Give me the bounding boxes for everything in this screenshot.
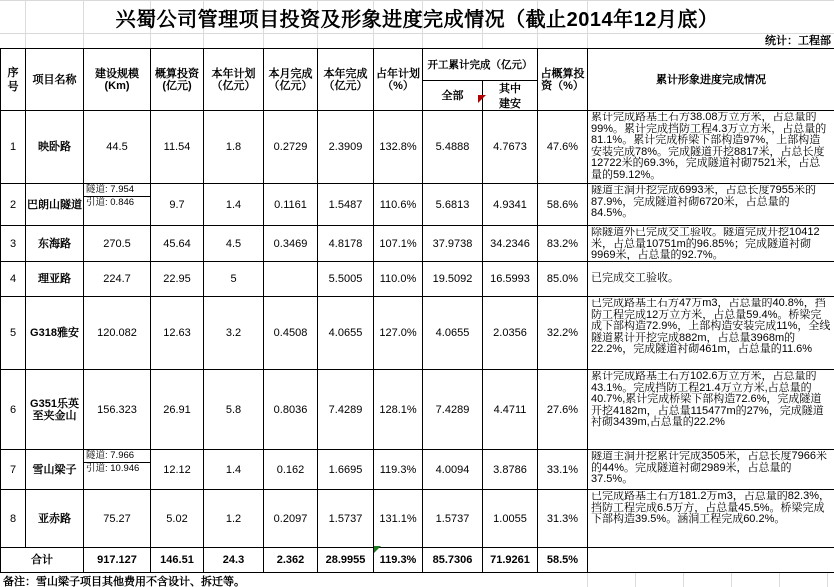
cell-year-plan: 3.2 — [204, 297, 264, 370]
header-row-1 — [1, 49, 834, 81]
cell-pct-budget: 58.6% — [538, 184, 588, 226]
cell-scale-split — [84, 184, 151, 226]
header-seq: 序号 — [1, 49, 26, 111]
cell-year-plan: 4.5 — [204, 226, 264, 262]
cell-scale-approach: 引道: 10.946 — [86, 463, 140, 474]
green-error-marker-icon — [374, 546, 381, 553]
table-row — [1, 184, 834, 226]
cell-budget: 11.54 — [151, 111, 204, 184]
cell-open-jianan: 4.9341 — [483, 184, 538, 226]
cell-project-name: G318雅安 — [26, 297, 84, 370]
cell-scale: 120.082 — [84, 297, 151, 370]
cell-open-jianan: 34.2346 — [483, 226, 538, 262]
cell-project-name: 雪山梁子 — [26, 450, 84, 490]
cell-scale: 270.5 — [84, 226, 151, 262]
cell-progress: 已完成路基土石方47万m3，占总量的40.8%，挡防工程完成12万立方米，占总量59.4%。桥梁完成下部构造72.9%，上部构造安装完成11%，全线隧道累计开挖完成882m，占总量3968m的22.2%，完成隧道衬砌461m，占总量的11.6% — [588, 297, 834, 370]
footnote-row — [0, 573, 834, 587]
page-title: 兴蜀公司管理项目投资及形象进度完成情况（截止2014年12月底） — [115, 8, 719, 31]
total-open-all: 85.7306 — [423, 548, 483, 573]
cell-pct-budget: 47.6% — [538, 111, 588, 184]
cell-open-all: 7.4289 — [423, 370, 483, 450]
cell-pct-budget: 83.2% — [538, 226, 588, 262]
red-comment-marker-icon — [478, 95, 486, 103]
cell-month-done: 0.4508 — [264, 297, 318, 370]
cell-open-jianan: 4.4711 — [483, 370, 538, 450]
cell-year-plan: 1.8 — [204, 111, 264, 184]
header-year-plan: 本年计划（亿元） — [204, 49, 264, 111]
cell-project-name: 理亚路 — [26, 262, 84, 297]
table-row — [1, 490, 834, 548]
cell-project-name: 映卧路 — [26, 111, 84, 184]
header-open-total-group: 开工累计完成（亿元） — [423, 49, 538, 81]
cell-pct-budget: 32.2% — [538, 297, 588, 370]
cell-open-all: 4.0655 — [423, 297, 483, 370]
header-progress: 累计形象进度完成情况 — [588, 49, 834, 111]
total-row — [1, 548, 834, 573]
cell-pct-year: 128.1% — [374, 370, 423, 450]
total-open-jianan: 71.9261 — [483, 548, 538, 573]
cell-year-done: 1.6695 — [318, 450, 374, 490]
cell-seq: 7 — [1, 450, 26, 490]
total-year-plan: 24.3 — [204, 548, 264, 573]
projects-table — [0, 48, 834, 573]
table-row — [1, 262, 834, 297]
cell-budget: 9.7 — [151, 184, 204, 226]
cell-year-done: 5.5005 — [318, 262, 374, 297]
cell-open-jianan: 1.0055 — [483, 490, 538, 548]
cell-month-done: 0.2729 — [264, 111, 318, 184]
table-row — [1, 450, 834, 490]
cell-open-all: 5.4888 — [423, 111, 483, 184]
total-year-done: 28.9955 — [318, 548, 374, 573]
cell-year-plan: 5 — [204, 262, 264, 297]
header-scale: 建设规模(Km) — [84, 49, 151, 111]
header-open-jianan: 其中建安 — [483, 81, 538, 111]
cell-scale-tunnel: 隧道: 7.954 — [84, 184, 150, 197]
header-open-all: 全部 — [423, 81, 483, 111]
cell-pct-budget: 33.1% — [538, 450, 588, 490]
cell-month-done — [264, 262, 318, 297]
header-pct-year: 占年计划（%） — [374, 49, 423, 111]
header-year-done: 本年完成（亿元） — [318, 49, 374, 111]
cell-pct-year: 110.6% — [374, 184, 423, 226]
total-progress — [588, 548, 834, 573]
cell-project-name: 巴朗山隧道 — [26, 184, 84, 226]
cell-month-done: 0.162 — [264, 450, 318, 490]
cell-budget: 12.63 — [151, 297, 204, 370]
cell-open-jianan: 2.0356 — [483, 297, 538, 370]
cell-pct-budget: 31.3% — [538, 490, 588, 548]
cell-progress: 累计完成路基土石方102.6万立方米，占总量的43.1%。完成挡防工程21.4万立方米,占总量的40.7%,累计完成桥梁下部构造72.6%，完成隧道开挖4182m，占总量115477m的27%，完成隧道衬砌3439m,占总量的22.2% — [588, 370, 834, 450]
cell-year-plan: 1.4 — [204, 450, 264, 490]
cell-budget: 45.64 — [151, 226, 204, 262]
cell-month-done: 0.1161 — [264, 184, 318, 226]
cell-scale-split — [84, 450, 151, 490]
header-pct-budget: 占概算投资（%） — [538, 49, 588, 111]
cell-open-jianan: 16.5993 — [483, 262, 538, 297]
cell-pct-year: 127.0% — [374, 297, 423, 370]
cell-seq: 5 — [1, 297, 26, 370]
cell-open-all: 4.0094 — [423, 450, 483, 490]
cell-progress: 已完成交工验收。 — [588, 262, 834, 297]
cell-year-plan: 5.8 — [204, 370, 264, 450]
cell-year-done: 1.5737 — [318, 490, 374, 548]
table-row — [1, 111, 834, 184]
cell-scale-approach: 引道: 0.846 — [86, 197, 135, 208]
cell-progress: 隧道主洞开挖完成6993米，占总长度7955米的87.9%，完成隧道衬砌6720米，占总量的84.5%。 — [588, 184, 834, 226]
title-row — [0, 0, 834, 34]
cell-pct-budget: 85.0% — [538, 262, 588, 297]
cell-seq: 2 — [1, 184, 26, 226]
cell-year-done: 2.3909 — [318, 111, 374, 184]
cell-pct-year: 119.3% — [374, 450, 423, 490]
cell-year-plan: 1.2 — [204, 490, 264, 548]
cell-budget: 22.95 — [151, 262, 204, 297]
cell-project-name: G351乐英至夹金山 — [26, 370, 84, 450]
total-label: 合计 — [1, 548, 84, 573]
header-month-done: 本月完成（亿元） — [264, 49, 318, 111]
cell-pct-year: 132.8% — [374, 111, 423, 184]
cell-progress: 已完成路基土石方181.2万m3，占总量的82.3%，挡防工程完成6.5万方，占总量45.5%。桥梁完成下部构造39.5%。涵洞工程完成60.2%。 — [588, 490, 834, 548]
header-project-name: 项目名称 — [26, 49, 84, 111]
cell-open-jianan: 3.8786 — [483, 450, 538, 490]
cell-project-name: 东海路 — [26, 226, 84, 262]
table-row — [1, 226, 834, 262]
table-row — [1, 370, 834, 450]
cell-seq: 1 — [1, 111, 26, 184]
cell-pct-budget: 27.6% — [538, 370, 588, 450]
table-row — [1, 297, 834, 370]
cell-pct-year: 107.1% — [374, 226, 423, 262]
cell-scale: 156.323 — [84, 370, 151, 450]
header-budget: 概算投资(亿元) — [151, 49, 204, 111]
cell-open-jianan: 4.7673 — [483, 111, 538, 184]
cell-open-all: 1.5737 — [423, 490, 483, 548]
cell-progress: 隧道主洞开挖累计完成3505米，占总长度7966米的44%。完成隧道衬砌2989米，占总量的37.5%。 — [588, 450, 834, 490]
cell-year-done: 4.8178 — [318, 226, 374, 262]
cell-open-all: 37.9738 — [423, 226, 483, 262]
cell-seq: 6 — [1, 370, 26, 450]
total-scale: 917.127 — [84, 548, 151, 573]
cell-year-done: 7.4289 — [318, 370, 374, 450]
total-month-done: 2.362 — [264, 548, 318, 573]
cell-scale: 75.27 — [84, 490, 151, 548]
cell-open-all: 5.6813 — [423, 184, 483, 226]
cell-pct-year: 110.0% — [374, 262, 423, 297]
total-pct-year: 119.3% — [374, 548, 423, 573]
total-budget: 146.51 — [151, 548, 204, 573]
footnote-text: 备注：雪山梁子项目其他费用不含设计、拆迁等。 — [3, 576, 245, 587]
cell-scale: 224.7 — [84, 262, 151, 297]
cell-budget: 26.91 — [151, 370, 204, 450]
cell-seq: 8 — [1, 490, 26, 548]
cell-year-plan: 1.4 — [204, 184, 264, 226]
cell-scale: 44.5 — [84, 111, 151, 184]
cell-month-done: 0.2097 — [264, 490, 318, 548]
cell-seq: 4 — [1, 262, 26, 297]
cell-year-done: 1.5487 — [318, 184, 374, 226]
cell-project-name: 亚赤路 — [26, 490, 84, 548]
stat-row — [0, 34, 834, 48]
cell-budget: 5.02 — [151, 490, 204, 548]
cell-seq: 3 — [1, 226, 26, 262]
cell-year-done: 4.0655 — [318, 297, 374, 370]
cell-open-all: 19.5092 — [423, 262, 483, 297]
cell-scale-tunnel: 隧道: 7.966 — [84, 450, 150, 463]
cell-budget: 12.12 — [151, 450, 204, 490]
cell-progress: 累计完成路基土石方38.08万立方米，占总量的99%。累计完成挡防工程4.3万立方米，占总量的81.1%。累计完成桥梁下部构造97%，上部构造安装完成78%。完成隧道开挖8817米，占总长度12722米的69.3%，完成隧道衬砌7521米，占总量的59.12%。 — [588, 111, 834, 184]
cell-progress: 除隧道外已完成交工验收。隧道完成开挖10412米，占总量10751m的96.85%；完成隧道衬砌9969米，占总量的92.7%。 — [588, 226, 834, 262]
total-pct-budget: 58.5% — [538, 548, 588, 573]
cell-pct-year: 131.1% — [374, 490, 423, 548]
cell-month-done: 0.3469 — [264, 226, 318, 262]
cell-month-done: 0.8036 — [264, 370, 318, 450]
stat-label: 统计：工程部 — [765, 35, 831, 47]
